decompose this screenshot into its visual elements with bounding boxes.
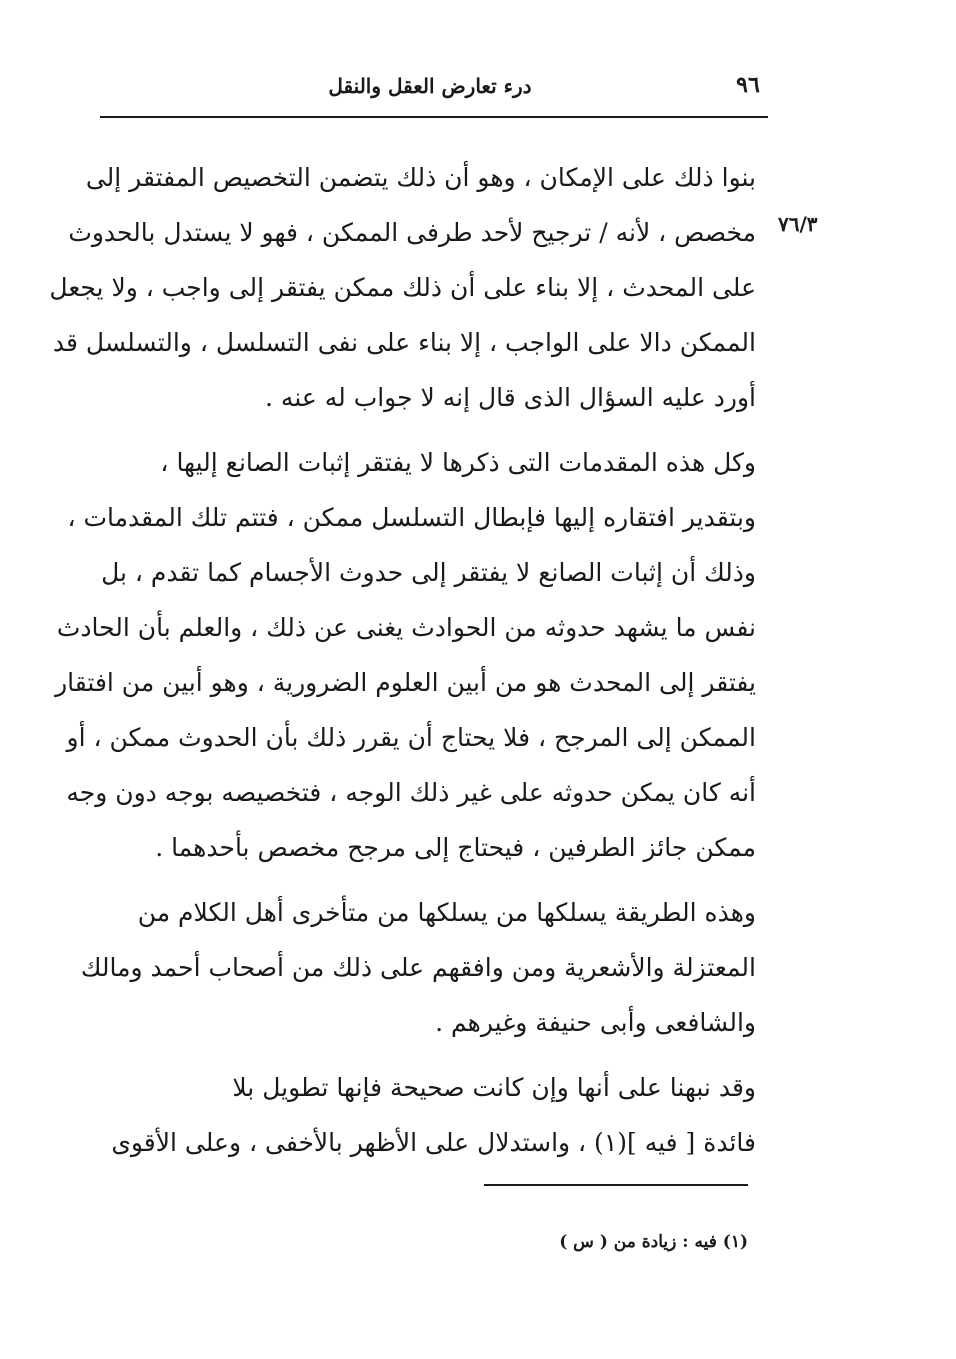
footnote: (١) فيه : زيادة من ( س ) xyxy=(559,1232,748,1252)
text-line: أنه كان يمكن حدوثه على غير ذلك الوجه ، فتخصيصه بوجه دون وجه xyxy=(66,778,756,807)
paragraph-2 xyxy=(55,435,756,875)
text-line: ممكن جائز الطرفين ، فيحتاج إلى مرجح مخصص بأحدهما . xyxy=(155,833,756,862)
text-line: الممكن إلى المرجح ، فلا يحتاج أن يقرر ذلك بأن الحدوث ممكن ، أو xyxy=(66,723,756,752)
text-line: أورد عليه السؤال الذى قال إنه لا جواب له عنه . xyxy=(265,383,756,412)
text-line: وكل هذه المقدمات التى ذكرها لا يفتقر إثبات الصانع إليها ، xyxy=(160,448,756,477)
text-line: فائدة [ فيه ](١) ، واستدلال على الأظهر بالأخفى ، وعلى الأقوى xyxy=(111,1128,756,1157)
paragraph-1 xyxy=(49,150,756,425)
text-line: نفس ما يشهد حدوثه من الحوادث يغنى عن ذلك ، والعلم بأن الحادث xyxy=(56,613,756,642)
text-line: المعتزلة والأشعرية ومن وافقهم على ذلك من أصحاب أحمد ومالك xyxy=(80,953,756,982)
text-line: وذلك أن إثبات الصانع لا يفتقر إلى حدوث الأجسام كما تقدم ، بل xyxy=(101,558,756,587)
text-line: وبتقدير افتقاره إليها فإبطال التسلسل ممكن ، فتتم تلك المقدمات ، xyxy=(67,503,756,532)
text-line: وقد نبهنا على أنها وإن كانت صحيحة فإنها تطويل بلا xyxy=(232,1073,756,1102)
paragraph-3 xyxy=(80,885,756,1050)
text-line: يفتقر إلى المحدث هو من أبين العلوم الضرورية ، وهو أبين من افتقار xyxy=(55,668,756,697)
page-number: ٩٦ xyxy=(736,72,760,98)
margin-reference: ٧٦/٣ xyxy=(778,212,818,236)
text-line: مخصص ، لأنه / ترجيح لأحد طرفى الممكن ، فهو لا يستدل بالحدوث xyxy=(68,218,756,247)
footnote-rule xyxy=(484,1184,748,1186)
running-title: درء تعارض العقل والنقل xyxy=(328,74,532,98)
paragraph-4 xyxy=(100,1060,756,1170)
header-rule xyxy=(100,116,768,118)
text-line: الممكن دالا على الواجب ، إلا بناء على نفى التسلسل ، والتسلسل قد xyxy=(52,328,756,357)
main-text xyxy=(49,150,756,1178)
text-line: على المحدث ، إلا بناء على أن ذلك ممكن يفتقر إلى واجب ، ولا يجعل xyxy=(49,273,756,302)
text-line: بنوا ذلك على الإمكان ، وهو أن ذلك يتضمن التخصيص المفتقر إلى xyxy=(85,163,756,192)
text-line: والشافعى وأبى حنيفة وغيرهم . xyxy=(435,1008,756,1037)
text-line: وهذه الطريقة يسلكها من يسلكها من متأخرى أهل الكلام من xyxy=(137,898,756,927)
